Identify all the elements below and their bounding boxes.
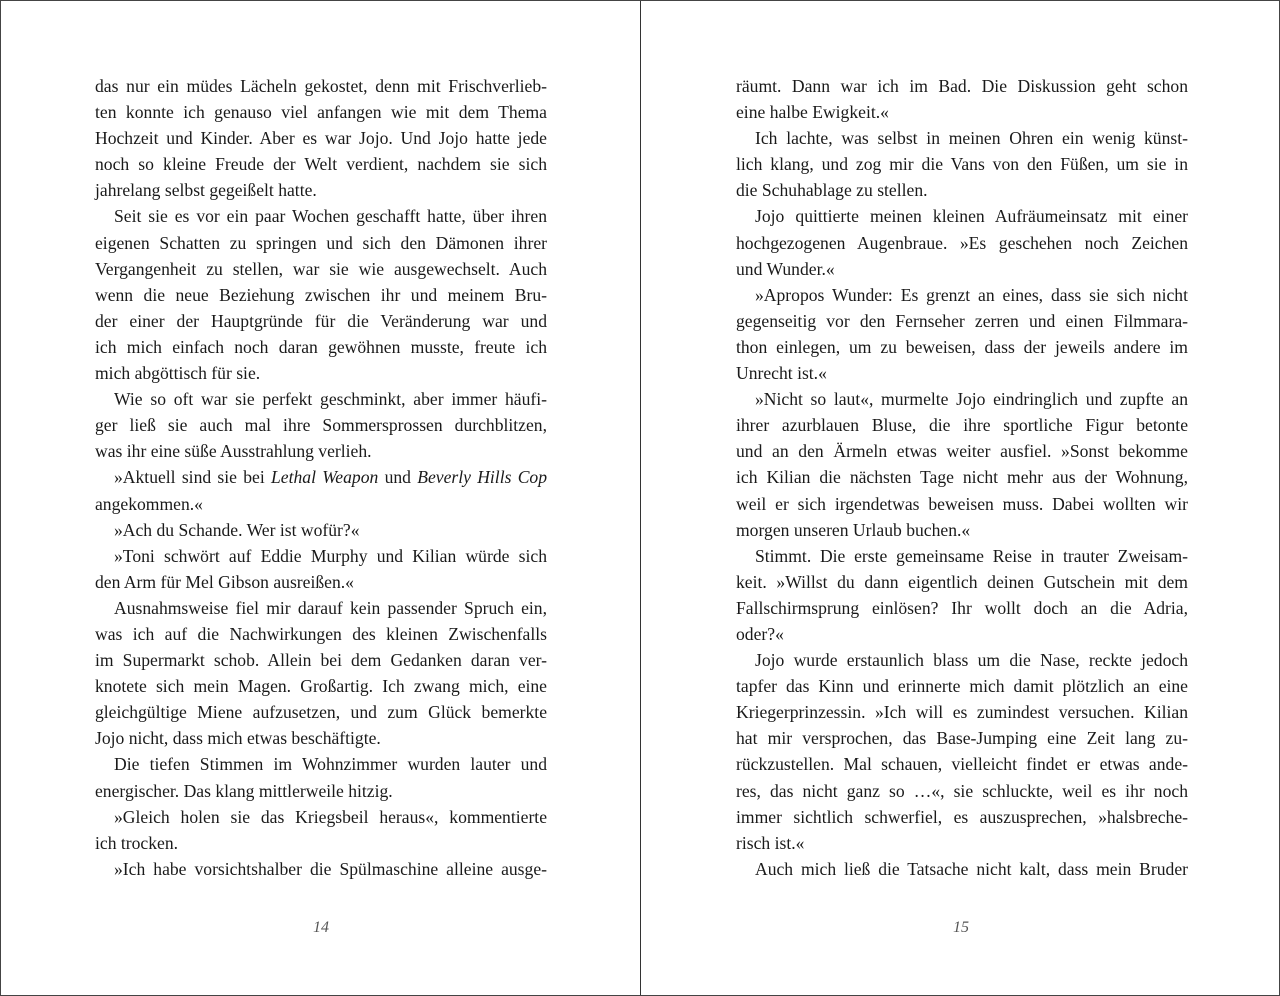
text-line [736,412,1188,438]
text-segment: Ausnahmsweise fiel mir darauf kein passender Spruch ein, [114,597,547,618]
text-segment: Auch mich ließ die Tatsache nicht kalt, dass mein Bruder [755,858,1188,879]
text-segment: ich trocken. [95,832,179,853]
text-segment: Vergangenheit zu stellen, war sie wie ausgewechselt. Auch [95,258,547,279]
text-line [736,256,1188,282]
text-line [736,569,1188,595]
text-segment: oder?« [736,623,784,644]
text-line [95,256,547,282]
text-segment: lich klang, und zog mir die Vans von den Füßen, um sie in [736,154,1188,175]
text-segment: wenn die neue Beziehung zwischen ihr und meinem Bru- [95,284,547,305]
text-line [736,360,1188,386]
text-segment: die Schuhablage zu stellen. [736,180,928,201]
text-segment: gleichgültige Miene aufzusetzen, und zum Glück bemerkte [95,702,547,723]
text-segment: hochgezogenen Augenbraue. »Es geschehen noch Zeichen [736,232,1188,253]
text-line [95,334,547,360]
text-segment: Die tiefen Stimmen im Wohnzimmer wurden lauter und [114,754,547,775]
text-line [736,830,1188,856]
text-line [736,804,1188,830]
text-segment: »Toni schwört auf Eddie Murphy und Kilian würde sich [114,545,547,566]
text-line [95,595,547,621]
text-line [95,699,547,725]
text-segment: tapfer das Kinn und erinnerte mich damit plötzlich an eine [736,676,1188,697]
text-line [95,725,547,751]
text-segment: den Arm für Mel Gibson ausreißen.« [95,571,354,592]
left-page-text [95,73,547,882]
text-line [736,282,1188,308]
text-segment: der einer der Hauptgründe für die Veränderung war und [95,310,547,331]
text-segment: thon einlegen, um zu beweisen, dass der jeweils andere im [736,336,1188,357]
text-line [736,856,1188,882]
text-segment: mich abgöttisch für sie. [95,363,261,384]
text-line [95,778,547,804]
text-line [736,725,1188,751]
text-segment: rückzustellen. Mal schauen, vielleicht findet er etwas ande- [736,754,1188,775]
text-line [95,73,547,99]
text-segment: ich mich einfach noch daran gewöhnen musste, freute ich [95,336,547,357]
text-line [95,804,547,830]
text-segment: angekommen.« [95,493,203,514]
text-segment: keit. »Willst du dann eigentlich deinen Gutschein mit dem [736,571,1188,592]
text-segment: knotete sich mein Magen. Großartig. Ich zwang mich, eine [95,676,547,697]
text-line [95,830,547,856]
text-line [736,517,1188,543]
text-line [95,360,547,386]
text-line [736,647,1188,673]
text-line [736,595,1188,621]
text-segment: ten konnte ich genauso viel anfangen wie mit dem Thema [95,102,547,123]
text-segment: Kriegerprinzessin. »Ich will es zumindest versuchen. Kilian [736,702,1188,723]
text-segment: Wie so oft war sie perfekt geschminkt, aber immer häufi- [114,389,547,410]
text-segment: noch so kleine Freude der Welt verdient, nachdem sie sich [95,154,547,175]
text-segment: ger ließ sie auch mal ihre Sommersprossen durchblitzen, [95,415,547,436]
text-line [95,177,547,203]
page-gutter [640,1,641,995]
text-segment: räumt. Dann war ich im Bad. Die Diskussion geht schon [736,76,1188,96]
text-line [95,282,547,308]
text-line [736,308,1188,334]
text-segment: eine halbe Ewigkeit.« [736,102,889,123]
text-line [95,151,547,177]
text-line [736,177,1188,203]
italic-title: Beverly Hills Cop [417,467,548,488]
text-segment: Seit sie es vor ein paar Wochen geschafft hatte, über ihren [114,206,547,227]
text-segment: morgen unseren Urlaub buchen.« [736,519,971,540]
text-line [95,464,547,490]
text-segment: gegenseitig vor den Fernseher zerren und einen Filmmara- [736,310,1188,331]
text-segment: eigenen Schatten zu springen und sich den Dämonen ihrer [95,232,547,253]
text-line [95,569,547,595]
right-page-number: 15 [953,919,969,936]
text-line [736,673,1188,699]
text-segment: »Ich habe vorsichtshalber die Spülmaschine alleine ausge- [114,858,547,879]
text-line [95,412,547,438]
text-segment: »Gleich holen sie das Kriegsbeil heraus«, kommentierte [114,806,547,827]
text-segment: und Wunder.« [736,258,835,279]
text-segment: jahrelang selbst gegeißelt hatte. [95,180,317,201]
text-line [95,125,547,151]
right-page-text [736,73,1188,882]
text-line [736,464,1188,490]
text-line [736,151,1188,177]
text-line [736,334,1188,360]
text-segment: das nur ein müdes Lächeln gekostet, denn mit Frischverlieb- [95,76,547,96]
text-segment: »Ach du Schande. Wer ist wofür?« [114,519,360,540]
italic-title: Lethal Weapon [271,467,379,488]
text-line [736,203,1188,229]
text-segment: Jojo quittierte meinen kleinen Aufräumeinsatz mit einer [755,206,1188,227]
text-line [95,856,547,882]
text-line [95,308,547,334]
text-line [736,73,1188,99]
text-line [95,438,547,464]
text-line [95,673,547,699]
text-segment: ihrer azurblauen Bluse, die ihre sportliche Figur betonte [736,415,1188,436]
text-segment: hat mir versprochen, das Base-Jumping eine Zeit lang zu- [736,728,1188,749]
text-segment: risch ist.« [736,832,805,853]
text-segment: weil er sich irgendetwas beweisen muss. Dabei wollten wir [736,493,1188,514]
text-line [95,386,547,412]
text-line [736,99,1188,125]
text-segment: res, das nicht ganz so …«, sie schluckte, weil es ihr noch [736,780,1188,801]
text-segment: im Supermarkt schob. Allein bei dem Gedanken daran ver- [95,650,547,671]
text-segment: was ich auf die Nachwirkungen des kleinen Zwischenfalls [95,623,547,644]
text-segment: Jojo nicht, dass mich etwas beschäftigte. [95,728,381,749]
text-line [736,778,1188,804]
text-line [95,751,547,777]
text-line [736,438,1188,464]
text-line [736,699,1188,725]
text-segment: »Aktuell sind sie bei [114,467,272,488]
text-line [95,621,547,647]
text-segment: Stimmt. Die erste gemeinsame Reise in trauter Zweisam- [755,545,1188,566]
text-segment: Ich lachte, was selbst in meinen Ohren ein wenig künst- [755,128,1188,149]
text-segment: Jojo wurde erstaunlich blass um die Nase, reckte jedoch [755,650,1188,671]
text-line [736,751,1188,777]
text-line [736,230,1188,256]
text-segment: Unrecht ist.« [736,363,827,384]
text-segment: energischer. Das klang mittlerweile hitzig. [95,780,393,801]
text-line [736,543,1188,569]
text-segment: immer sichtlich schwerfiel, es auszusprechen, »halsbreche- [736,806,1188,827]
text-segment: ich Kilian die nächsten Tage nicht mehr aus der Wohnung, [736,467,1188,488]
text-line [95,647,547,673]
text-line [95,543,547,569]
text-segment: was ihr eine süße Ausstrahlung verlieh. [95,441,372,462]
text-segment: Fallschirmsprung einlösen? Ihr wollt doch an die Adria, [736,597,1188,618]
text-line [736,125,1188,151]
text-line [736,621,1188,647]
left-page-number: 14 [313,919,329,936]
text-line [95,203,547,229]
text-segment: Hochzeit und Kinder. Aber es war Jojo. Und Jojo hatte jede [95,128,547,149]
text-segment: und an den Ärmeln etwas weiter ausfiel. »Sonst bekomme [736,441,1188,462]
text-line [95,230,547,256]
text-segment: »Apropos Wunder: Es grenzt an eines, dass sie sich nicht [755,284,1188,305]
text-line [736,386,1188,412]
text-segment: »Nicht so laut«, murmelte Jojo eindringlich und zupfte an [755,389,1188,410]
text-line [95,517,547,543]
text-line [95,491,547,517]
text-segment: und [378,467,418,488]
text-line [736,491,1188,517]
text-line [95,99,547,125]
